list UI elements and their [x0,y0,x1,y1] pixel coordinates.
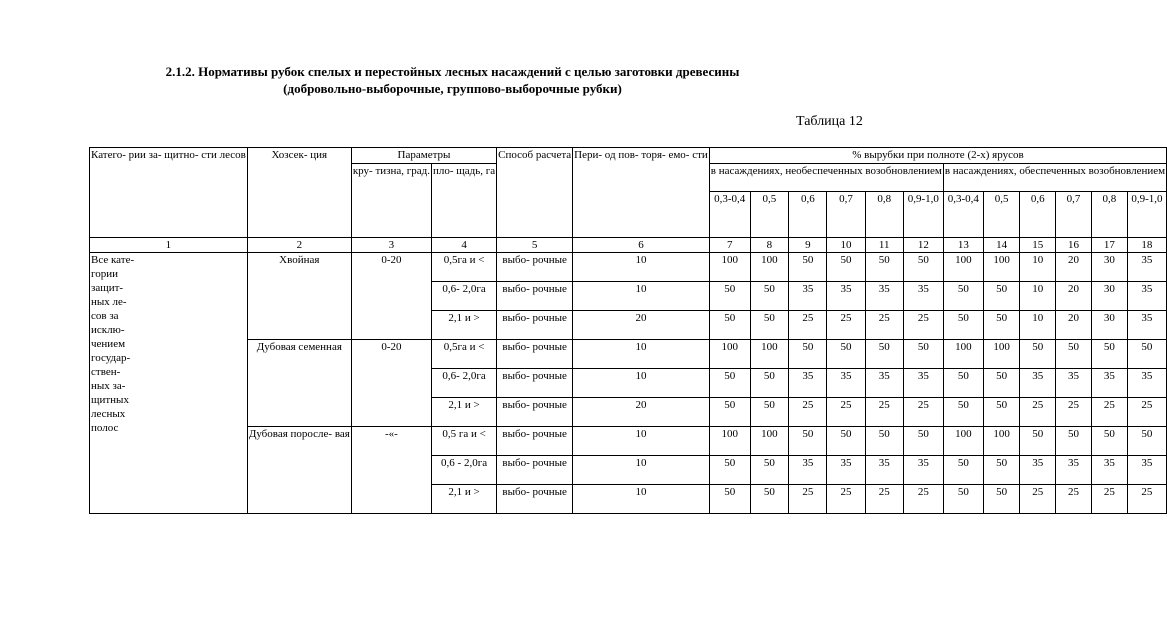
percent-value: 20 [1056,282,1092,311]
percent-value: 25 [1056,398,1092,427]
method-value: выбо- рочные [497,427,573,456]
header-period: Пери- од пов- торя- емо- сти [573,148,710,238]
percent-value: 100 [750,340,789,369]
column-number: 4 [432,238,497,253]
percent-value: 25 [865,485,903,514]
column-number: 1 [90,238,248,253]
percent-value: 35 [1127,456,1166,485]
percent-value: 50 [750,369,789,398]
percent-value: 35 [1020,456,1056,485]
column-number: 18 [1127,238,1166,253]
header-density: 0,6 [789,192,827,238]
header-provided: в насаждениях, обеспеченных возобновлением [943,164,1166,192]
percent-value: 35 [903,369,943,398]
page-subtitle: (добровольно-выборочные, группово-выборочные рубки) [283,81,622,96]
percent-value: 25 [903,398,943,427]
percent-value: 50 [865,253,903,282]
percent-value: 100 [943,340,983,369]
percent-value: 50 [1056,427,1092,456]
percent-value: 100 [983,340,1019,369]
percent-value: 50 [865,340,903,369]
period-value: 10 [573,340,710,369]
table-row [90,427,1167,456]
percent-value: 30 [1091,311,1127,340]
column-number: 5 [497,238,573,253]
percent-value: 35 [827,456,865,485]
percent-value: 50 [943,456,983,485]
percent-value: 50 [943,398,983,427]
category-cell: Все кате- гории защит- ных ле- сов за исклю- чением государ- ствен- ных за- щитных лесных полос [90,253,248,514]
period-value: 10 [573,485,710,514]
area-value: 2,1 и > [432,311,497,340]
table-row [90,340,1167,369]
period-value: 10 [573,253,710,282]
percent-value: 35 [1127,369,1166,398]
percent-value: 100 [709,253,750,282]
percent-value: 100 [983,253,1019,282]
percent-value: 35 [1056,369,1092,398]
percent-value: 50 [943,311,983,340]
percent-value: 35 [1020,369,1056,398]
percent-value: 50 [709,369,750,398]
percent-value: 35 [789,456,827,485]
slope-value: 0-20 [351,253,431,340]
header-density: 0,8 [1091,192,1127,238]
percent-value: 50 [709,282,750,311]
header-density: 0,3-0,4 [943,192,983,238]
section-name: Хвойная [247,253,351,340]
percent-value: 50 [1091,427,1127,456]
percent-value: 50 [983,311,1019,340]
percent-value: 25 [827,398,865,427]
method-value: выбо- рочные [497,253,573,282]
percent-value: 25 [1091,485,1127,514]
area-value: 0,5 га и < [432,427,497,456]
percent-value: 30 [1091,253,1127,282]
percent-value: 35 [1056,456,1092,485]
column-number: 11 [865,238,903,253]
percent-value: 35 [1127,311,1166,340]
percent-value: 50 [983,485,1019,514]
column-number: 16 [1056,238,1092,253]
area-value: 2,1 и > [432,398,497,427]
table-number: Таблица 12 [796,114,863,129]
percent-value: 10 [1020,282,1056,311]
method-value: выбо- рочные [497,398,573,427]
percent-value: 25 [903,485,943,514]
percent-value: 50 [983,282,1019,311]
percent-value: 35 [865,282,903,311]
column-number: 12 [903,238,943,253]
percent-value: 10 [1020,311,1056,340]
percent-value: 35 [865,456,903,485]
percent-value: 50 [709,311,750,340]
percent-value: 50 [827,427,865,456]
percent-value: 25 [1127,398,1166,427]
percent-value: 30 [1091,282,1127,311]
percent-value: 50 [983,398,1019,427]
column-number: 14 [983,238,1019,253]
period-value: 20 [573,311,710,340]
percent-value: 50 [1127,340,1166,369]
percent-value: 50 [750,282,789,311]
column-number: 13 [943,238,983,253]
table-row [90,253,1167,282]
slope-value: -«- [351,427,431,514]
column-number: 15 [1020,238,1056,253]
percent-value: 100 [750,427,789,456]
percent-value: 50 [1127,427,1166,456]
percent-value: 25 [827,311,865,340]
percent-value: 50 [827,340,865,369]
percent-value: 50 [789,340,827,369]
header-method: Способ расчета [497,148,573,238]
header-density: 0,7 [827,192,865,238]
header-category: Катего- рии за- щитно- сти лесов [90,148,248,238]
percent-value: 50 [750,485,789,514]
percent-value: 100 [709,340,750,369]
percent-value: 50 [903,427,943,456]
percent-value: 35 [1127,253,1166,282]
column-number: 8 [750,238,789,253]
percent-value: 35 [903,282,943,311]
header-slope: кру- тизна, град. [351,164,431,238]
header-density: 0,9-1,0 [1127,192,1166,238]
percent-value: 35 [1091,369,1127,398]
section-name: Дубовая поросле- вая [247,427,351,514]
column-number: 3 [351,238,431,253]
percent-value: 50 [709,485,750,514]
header-density: 0,8 [865,192,903,238]
percent-value: 50 [943,369,983,398]
column-number: 17 [1091,238,1127,253]
percent-value: 100 [709,427,750,456]
percent-value: 25 [1020,398,1056,427]
percent-value: 50 [789,253,827,282]
percent-value: 35 [827,282,865,311]
percent-value: 35 [789,282,827,311]
percent-value: 50 [983,369,1019,398]
percent-value: 50 [709,456,750,485]
percent-value: 50 [983,456,1019,485]
percent-value: 25 [1091,398,1127,427]
percent-value: 100 [943,253,983,282]
percent-value: 20 [1056,253,1092,282]
percent-value: 35 [1091,456,1127,485]
header-density: 0,9-1,0 [903,192,943,238]
period-value: 10 [573,427,710,456]
period-value: 10 [573,282,710,311]
percent-value: 25 [789,398,827,427]
percent-value: 25 [865,311,903,340]
percent-value: 35 [903,456,943,485]
percent-value: 25 [789,485,827,514]
percent-value: 20 [1056,311,1092,340]
area-value: 0,6- 2,0га [432,369,497,398]
header-params: Параметры [351,148,496,164]
header-unprovided: в насаждениях, необеспеченных возобновлением [709,164,943,192]
percent-value: 50 [750,311,789,340]
percent-value: 50 [943,485,983,514]
percent-value: 50 [903,253,943,282]
percent-value: 50 [827,253,865,282]
percent-value: 100 [750,253,789,282]
header-density: 0,3-0,4 [709,192,750,238]
percent-value: 25 [1056,485,1092,514]
percent-value: 25 [903,311,943,340]
percent-value: 50 [789,427,827,456]
percent-value: 50 [1020,427,1056,456]
period-value: 10 [573,456,710,485]
percent-value: 100 [983,427,1019,456]
norms-table [89,147,1167,514]
method-value: выбо- рочные [497,282,573,311]
slope-value: 0-20 [351,340,431,427]
header-section: Хозсек- ция [247,148,351,238]
percent-value: 25 [1020,485,1056,514]
area-value: 0,6 - 2,0га [432,456,497,485]
section-name: Дубовая семенная [247,340,351,427]
percent-value: 100 [943,427,983,456]
method-value: выбо- рочные [497,456,573,485]
percent-value: 35 [865,369,903,398]
percent-value: 25 [827,485,865,514]
area-value: 0,6- 2,0га [432,282,497,311]
period-value: 20 [573,398,710,427]
percent-value: 35 [789,369,827,398]
percent-value: 35 [827,369,865,398]
column-number: 2 [247,238,351,253]
percent-value: 25 [865,398,903,427]
percent-value: 35 [1127,282,1166,311]
header-area: пло- щадь, га [432,164,497,238]
percent-value: 50 [865,427,903,456]
page-title: 2.1.2. Нормативы рубок спелых и перестойных лесных насаждений с целью заготовки древесины [165,64,740,79]
percent-value: 25 [789,311,827,340]
percent-value: 50 [1056,340,1092,369]
percent-value: 50 [943,282,983,311]
percent-value: 25 [1127,485,1166,514]
percent-value: 50 [750,398,789,427]
header-density: 0,7 [1056,192,1092,238]
percent-value: 10 [1020,253,1056,282]
percent-value: 50 [1020,340,1056,369]
percent-value: 50 [903,340,943,369]
header-percent: % вырубки при полноте (2-х) ярусов [709,148,1166,164]
percent-value: 50 [750,456,789,485]
percent-value: 50 [1091,340,1127,369]
method-value: выбо- рочные [497,340,573,369]
header-density: 0,5 [983,192,1019,238]
area-value: 0,5га и < [432,253,497,282]
percent-value: 50 [709,398,750,427]
column-number: 9 [789,238,827,253]
period-value: 10 [573,369,710,398]
area-value: 2,1 и > [432,485,497,514]
column-number: 10 [827,238,865,253]
method-value: выбо- рочные [497,369,573,398]
column-number: 6 [573,238,710,253]
header-density: 0,5 [750,192,789,238]
method-value: выбо- рочные [497,311,573,340]
method-value: выбо- рочные [497,485,573,514]
column-number: 7 [709,238,750,253]
area-value: 0,5га и < [432,340,497,369]
header-density: 0,6 [1020,192,1056,238]
